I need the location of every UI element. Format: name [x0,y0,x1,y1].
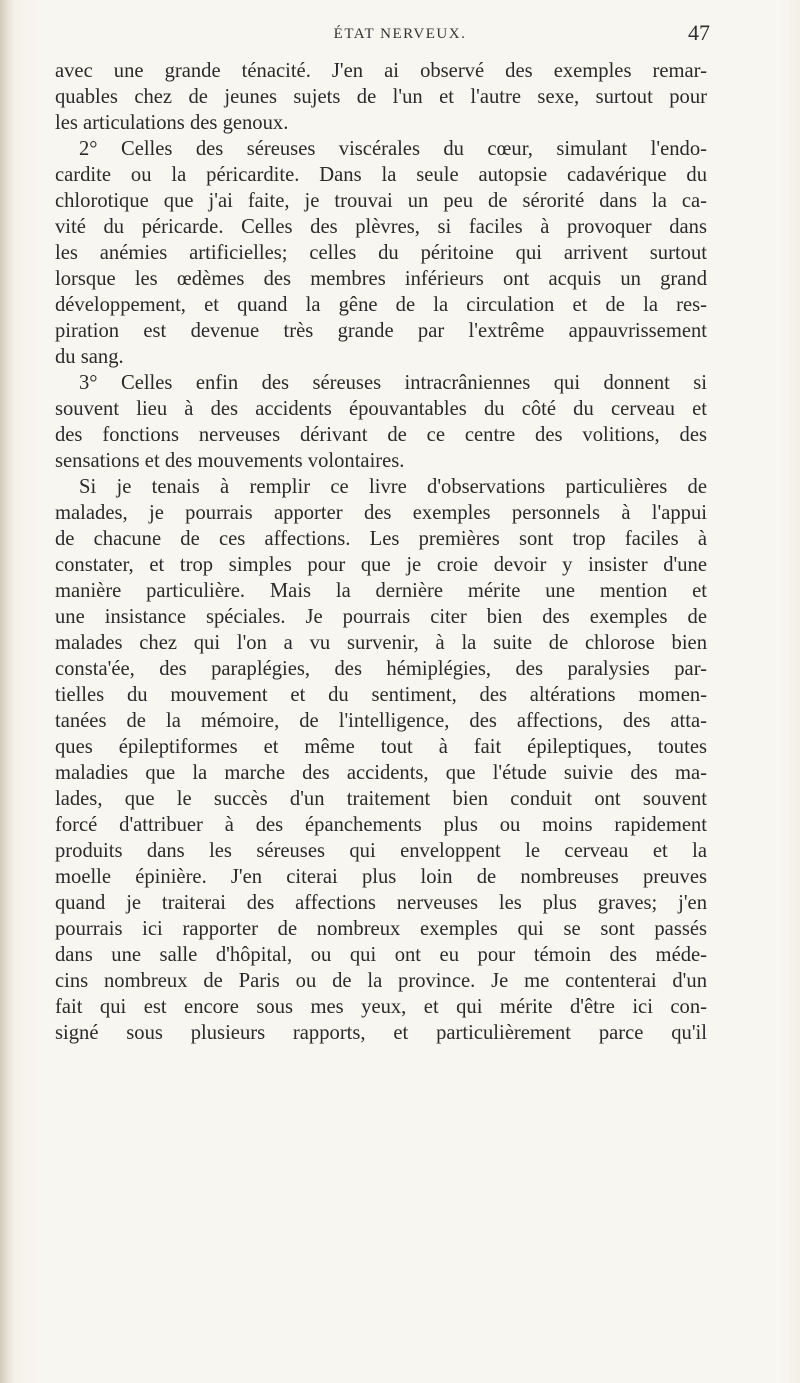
text-line: malades, je pourrais apporter des exemples personnels à l'appui [55,502,707,524]
text-line: avec une grande ténacité. J'en ai observé des exemples remar- [55,60,707,82]
text-line: vité du péricarde. Celles des plèvres, si faciles à provoquer dans [55,216,707,238]
text-line: quand je traiterai des affections nerveuses les plus graves; j'en [55,892,707,914]
text-line: une insistance spéciales. Je pourrais citer bien des exemples de [55,606,707,628]
text-line: les anémies artificielles; celles du péritoine qui arrivent surtout [55,242,707,264]
running-head: ÉTAT NERVEUX. [333,26,467,42]
text-line: moelle épinière. J'en citerai plus loin de nombreuses preuves [55,866,707,888]
page-gutter-shadow [0,0,14,1383]
text-line: Si je tenais à remplir ce livre d'observations particulières de [79,476,707,498]
text-line: pourrais ici rapporter de nombreux exemples qui se sont passés [55,918,707,940]
text-line: malades chez qui l'on a vu survenir, à la suite de chlorose bien [55,632,707,654]
text-line: maladies que la marche des accidents, que l'étude suivie des ma- [55,762,707,784]
text-line: les articulations des genoux. [55,112,289,134]
text-line: consta'ée, des paraplégies, des hémiplégies, des paralysies par- [55,658,707,680]
text-line: des fonctions nerveuses dérivant de ce centre des volitions, des [55,424,707,446]
text-line: tielles du mouvement et du sentiment, des altérations momen- [55,684,707,706]
text-line: ques épileptiformes et même tout à fait épileptiques, toutes [55,736,707,758]
text-line: de chacune de ces affections. Les premières sont trop faciles à [55,528,707,550]
page-number: 47 [688,20,710,45]
text-line: lades, que le succès d'un traitement bien conduit ont souvent [55,788,707,810]
text-line: souvent lieu à des accidents épouvantables du côté du cerveau et [55,398,707,420]
text-line: sensations et des mouvements volontaires. [55,450,405,472]
text-line: 3° Celles enfin des séreuses intracrâniennes qui donnent si [79,372,707,394]
text-line: signé sous plusieurs rapports, et particulièrement parce qu'il [55,1022,707,1044]
text-line: développement, et quand la gêne de la circulation et de la res- [55,294,707,316]
text-line: cins nombreux de Paris ou de la province. Je me contenterai d'un [55,970,707,992]
text-line: cardite ou la péricardite. Dans la seule autopsie cadavérique du [55,164,707,186]
text-line: tanées de la mémoire, de l'intelligence, des affections, des atta- [55,710,707,732]
page-header [90,22,710,52]
text-line: manière particulière. Mais la dernière mérite une mention et [55,580,707,602]
text-line: dans une salle d'hôpital, ou qui ont eu pour témoin des méde- [55,944,707,966]
text-line: 2° Celles des séreuses viscérales du cœur, simulant l'endo- [79,138,707,160]
text-line: chlorotique que j'ai faite, je trouvai un peu de sérorité dans la ca- [55,190,707,212]
text-line: quables chez de jeunes sujets de l'un et l'autre sexe, surtout pour [55,86,707,108]
text-line: du sang. [55,346,124,368]
text-line: piration est devenue très grande par l'extrême appauvrissement [55,320,707,342]
text-line: forcé d'attribuer à des épanchements plus ou moins rapidement [55,814,707,836]
text-line: constater, et trop simples pour que je croie devoir y insister d'une [55,554,707,576]
text-line: lorsque les œdèmes des membres inférieurs ont acquis un grand [55,268,707,290]
body-text [55,58,707,1046]
text-line: fait qui est encore sous mes yeux, et qui mérite d'être ici con- [55,996,707,1018]
text-line: produits dans les séreuses qui enveloppent le cerveau et la [55,840,707,862]
